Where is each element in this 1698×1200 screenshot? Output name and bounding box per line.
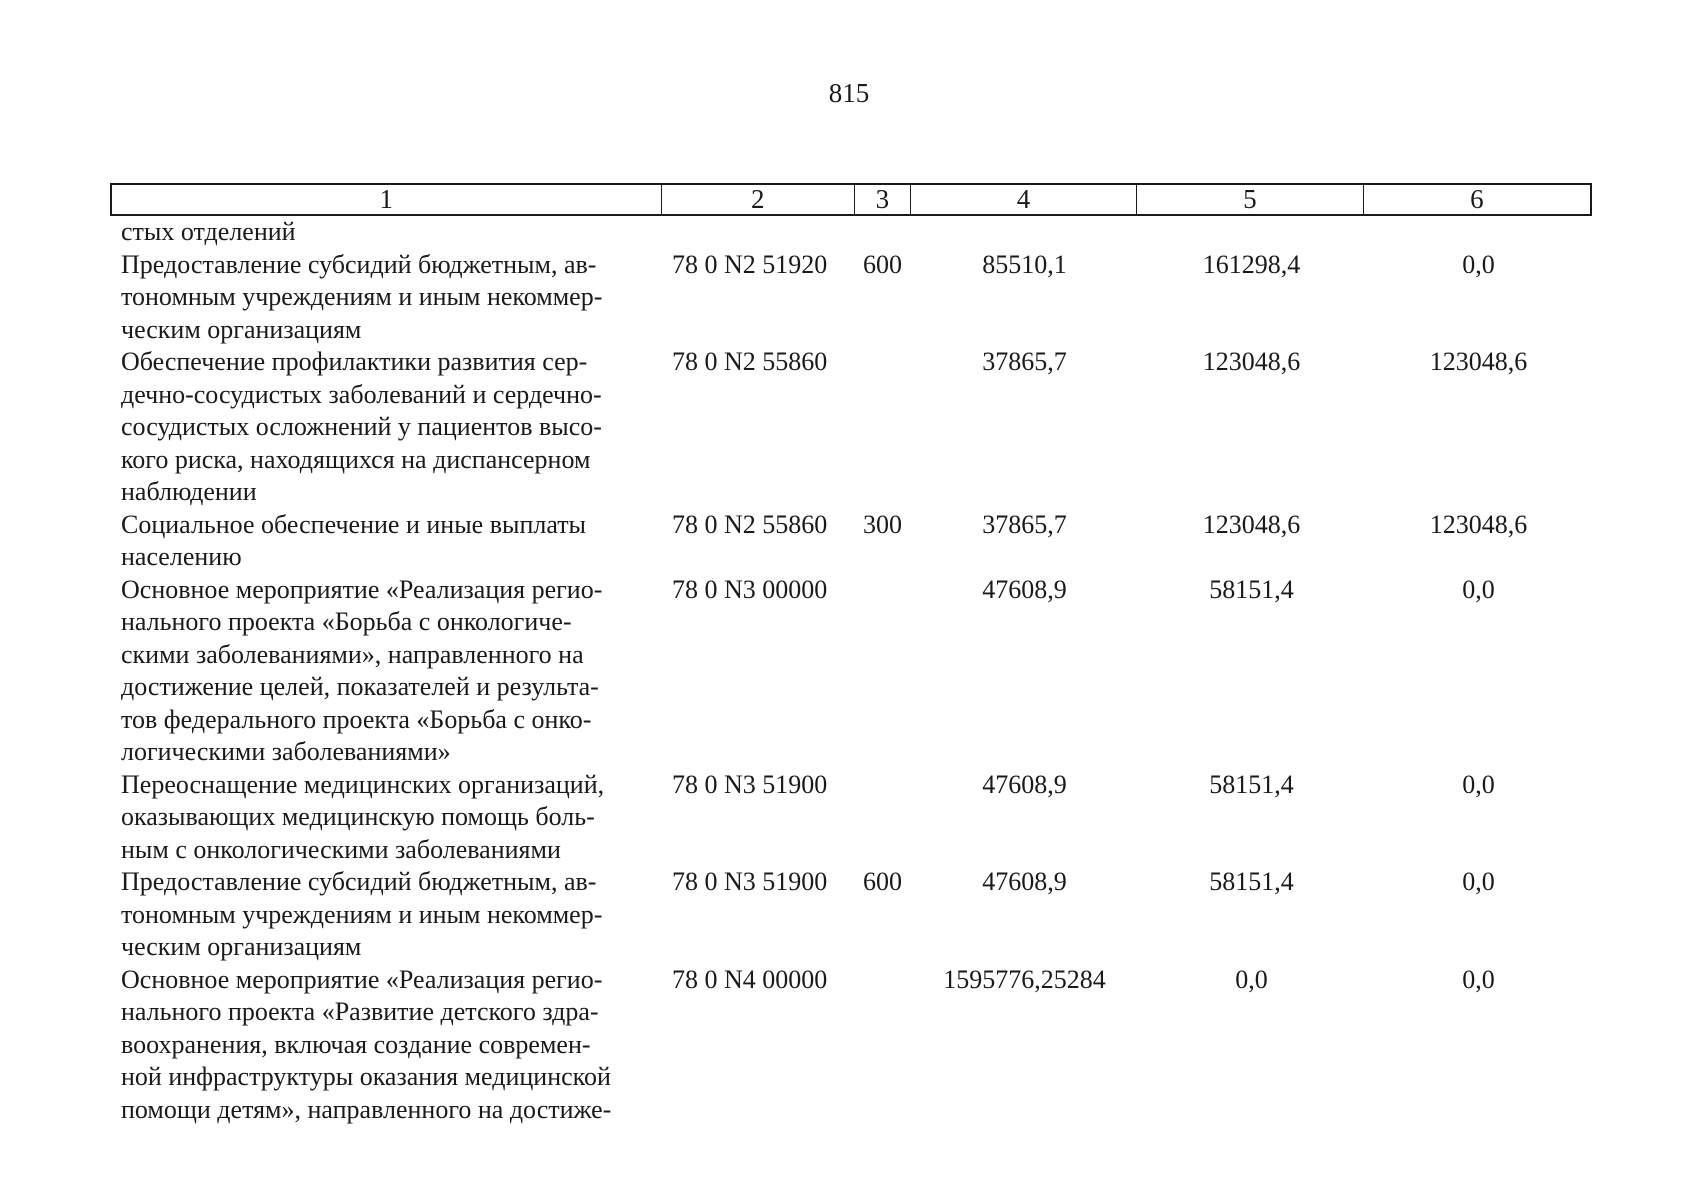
row-type: 600 (863, 249, 902, 279)
row-value-col6: 123048,6 (1429, 347, 1528, 376)
row-value-col5: 161298,4 (1202, 249, 1301, 279)
table-row (110, 574, 1592, 769)
row-description: Переоснащение медицинских организаций, оказывающих медицинскую помощь боль- ным с онкологическими заболеваниями (121, 769, 605, 864)
header-col-5: 5 (1137, 185, 1363, 214)
header-col-6: 6 (1470, 184, 1484, 214)
row-description: Предоставление субсидий бюджетным, ав- тономным учреждениям и иным некоммер- ческим организациям (121, 867, 603, 961)
header-col-1: 1 (112, 185, 662, 214)
row-value-col4: 47608,9 (982, 574, 1067, 604)
header-col-4: 4 (911, 185, 1137, 214)
table-row (110, 866, 1592, 964)
table-row (110, 769, 1592, 867)
row-description: Основное мероприятие «Реализация регио- нального проекта «Борьба с онкологиче- скими заболеваниями», направленного на достижение целей, показателей и результа- тов федерального проекта «Борьба с онко- логическими заболеваниями» (121, 574, 603, 766)
table-header (110, 183, 1592, 216)
row-description: Основное мероприятие «Реализация регио- нального проекта «Развитие детского здра- воохранения, включая создание современ- ной инфраструктуры оказания медицинской помощи детям», направленного на достиже- (121, 964, 612, 1124)
row-code: 78 0 N3 00000 (672, 574, 828, 604)
row-description: стых отделений (121, 217, 296, 246)
row-code: 78 0 N2 55860 (672, 347, 828, 376)
row-description: Социальное обеспечение и иные выплаты населению (121, 509, 587, 571)
table-row (110, 249, 1592, 347)
row-value-col4: 85510,1 (982, 249, 1067, 279)
header-col-3: 3 (855, 185, 911, 214)
row-value-col6: 0,0 (1462, 769, 1495, 799)
header-col-2: 2 (662, 185, 855, 214)
row-value-col5: 58151,4 (1209, 574, 1294, 604)
table-row (110, 964, 1592, 1127)
table-row (110, 509, 1592, 574)
row-code: 78 0 N2 51920 (672, 249, 828, 279)
row-value-col5: 58151,4 (1209, 867, 1294, 896)
page-number: 815 (828, 78, 870, 108)
row-value-col5: 123048,6 (1202, 347, 1301, 376)
row-value-col4: 37865,7 (982, 347, 1067, 376)
table-row (110, 216, 1592, 249)
row-value-col6: 0,0 (1462, 867, 1495, 896)
row-code: 78 0 N3 51900 (672, 769, 828, 799)
row-value-col6: 0,0 (1462, 964, 1495, 994)
row-value-col6: 0,0 (1462, 574, 1495, 604)
table-row (110, 346, 1592, 509)
row-type: 300 (863, 509, 902, 539)
row-type: 600 (863, 867, 902, 896)
row-value-col5: 58151,4 (1209, 769, 1294, 799)
row-code: 78 0 N2 55860 (672, 509, 828, 539)
row-value-col4: 47608,9 (982, 867, 1067, 896)
row-description: Предоставление субсидий бюджетным, ав- тономным учреждениям и иным некоммер- ческим организациям (121, 249, 603, 344)
table-body (110, 216, 1592, 1126)
row-value-col6: 123048,6 (1429, 509, 1528, 539)
row-value-col5: 123048,6 (1202, 509, 1301, 539)
row-value-col5: 0,0 (1235, 964, 1268, 994)
row-description: Обеспечение профилактики развития сер- дечно-сосудистых заболеваний и сердечно- сосудистых осложнений у пациентов высо- кого риска, находящихся на диспансерном наблюдении (121, 347, 602, 506)
row-code: 78 0 N3 51900 (672, 867, 828, 896)
row-value-col6: 0,0 (1462, 249, 1495, 279)
row-value-col4: 1595776,25284 (943, 964, 1106, 994)
row-value-col4: 37865,7 (982, 509, 1067, 539)
row-value-col4: 47608,9 (982, 769, 1067, 799)
row-code: 78 0 N4 00000 (672, 964, 828, 994)
